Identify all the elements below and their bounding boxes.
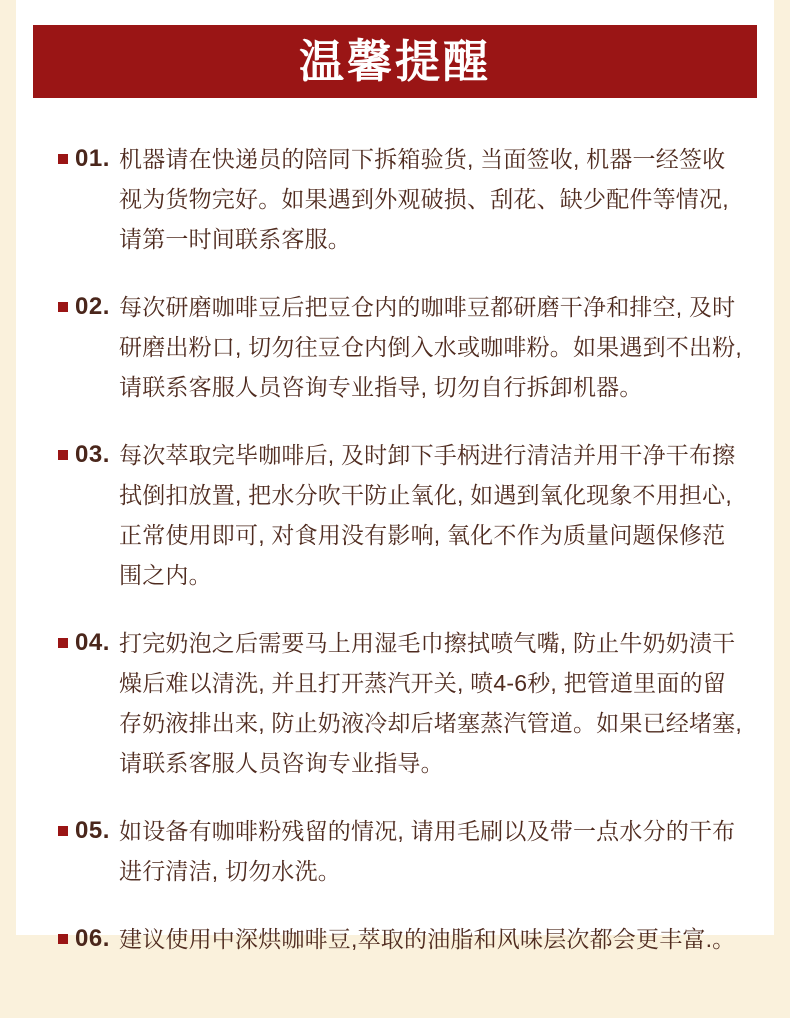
notice-item — [58, 623, 774, 783]
item-number: 02. — [75, 293, 110, 320]
item-text: 打完奶泡之后需要马上用湿毛巾擦拭喷气嘴, 防止牛奶奶渍干燥后难以清洗, 并且打开蒸汽开关, 喷4-6秒, 把管道里面的留存奶液排出来, 防止奶液冷却后堵塞蒸汽管道。如果已经堵塞, 请联系客服人员咨询专业指导。 — [119, 630, 742, 776]
notice-item — [58, 435, 774, 595]
notice-item — [58, 139, 774, 259]
notice-item — [58, 811, 774, 891]
item-number: 05. — [75, 817, 110, 844]
item-number: 04. — [75, 629, 110, 656]
title-banner — [33, 25, 757, 98]
item-number: 03. — [75, 441, 110, 468]
notice-item — [58, 287, 774, 407]
bullet-square-icon — [58, 934, 68, 944]
bullet-square-icon — [58, 450, 68, 460]
item-number: 01. — [75, 145, 110, 172]
bullet-square-icon — [58, 302, 68, 312]
bullet-square-icon — [58, 826, 68, 836]
content-card — [16, 0, 774, 952]
item-text: 建议使用中深烘咖啡豆,萃取的油脂和风味层次都会更丰富.。 — [119, 926, 736, 952]
notice-list — [16, 98, 774, 959]
bullet-square-icon — [58, 154, 68, 164]
item-text: 每次研磨咖啡豆后把豆仓内的咖啡豆都研磨干净和排空, 及时研磨出粉口, 切勿往豆仓内倒入水或咖啡粉。如果遇到不出粉, 请联系客服人员咨询专业指导, 切勿自行拆卸机器。 — [119, 294, 742, 400]
page-title: 温馨提醒 — [298, 36, 491, 87]
notice-item — [58, 919, 774, 959]
item-text: 每次萃取完毕咖啡后, 及时卸下手柄进行清洁并用干净干布擦拭倒扣放置, 把水分吹干防止氧化, 如遇到氧化现象不用担心, 正常使用即可, 对食用没有影响, 氧化不作为质量问题保修范围之内。 — [119, 442, 736, 588]
item-text: 如设备有咖啡粉残留的情况, 请用毛刷以及带一点水分的干布进行清洁, 切勿水洗。 — [119, 818, 736, 884]
item-number: 06. — [75, 925, 110, 952]
bullet-square-icon — [58, 638, 68, 648]
item-text: 机器请在快递员的陪同下拆箱验货, 当面签收, 机器一经签收视为货物完好。如果遇到外观破损、刮花、缺少配件等情况, 请第一时间联系客服。 — [119, 146, 729, 252]
